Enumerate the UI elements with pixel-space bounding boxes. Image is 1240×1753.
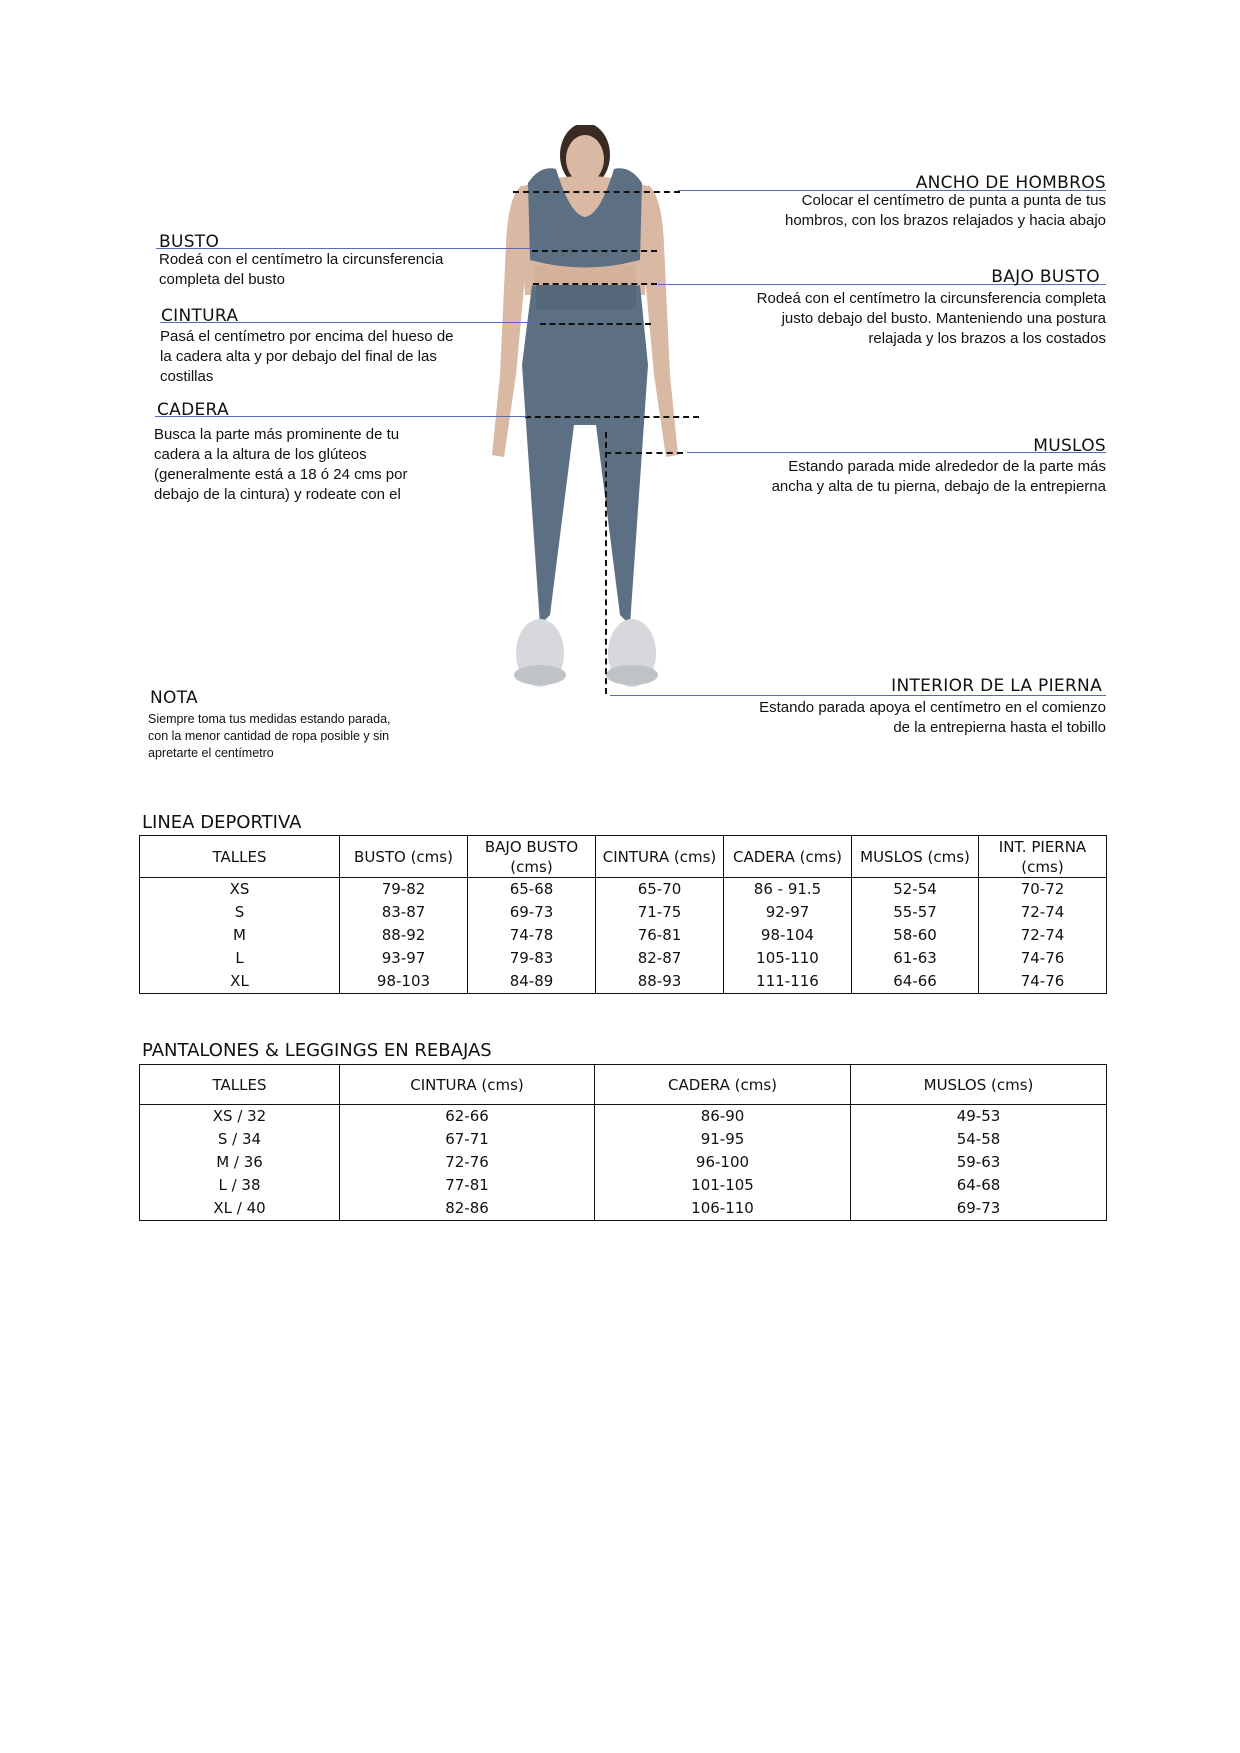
table-cell: 74-76	[979, 947, 1107, 970]
table1-title: LINEA DEPORTIVA	[142, 812, 302, 833]
table-cell: 79-83	[468, 947, 596, 970]
table1-header-cintura: CINTURA (cms)	[596, 836, 724, 878]
table-row	[140, 901, 1107, 924]
table-cell: 76-81	[596, 924, 724, 947]
table2-header-talles: TALLES	[140, 1065, 340, 1105]
table-cell: 74-78	[468, 924, 596, 947]
model-figure-illustration	[470, 125, 700, 775]
inseam-desc-line: de la entrepierna hasta el tobillo	[893, 719, 1106, 736]
waist-dashed-line	[540, 323, 651, 325]
table-cell: XS	[140, 878, 340, 902]
table-row	[140, 947, 1107, 970]
note-description	[148, 711, 391, 762]
table-cell: 105-110	[724, 947, 852, 970]
bust-desc-line: completa del busto	[159, 271, 285, 288]
table2-header-row	[140, 1065, 1107, 1105]
table-row	[140, 1105, 1107, 1129]
hip-desc-line: Busca la parte más prominente de tu	[154, 426, 400, 443]
hip-dashed-line	[525, 416, 699, 418]
table-cell: 61-63	[852, 947, 979, 970]
table-cell: S	[140, 901, 340, 924]
table-cell: L	[140, 947, 340, 970]
table-cell: 83-87	[340, 901, 468, 924]
shoulders-desc-line: Colocar el centímetro de punta a punta de tus	[801, 192, 1106, 209]
thighs-description	[772, 457, 1106, 497]
table-cell: 62-66	[340, 1105, 595, 1129]
table-cell: 67-71	[340, 1128, 595, 1151]
table-row	[140, 1197, 1107, 1221]
table1-header-busto: BUSTO (cms)	[340, 836, 468, 878]
leggings	[522, 285, 648, 625]
underbust-title: BAJO BUSTO	[991, 267, 1100, 287]
bust-description	[159, 250, 443, 290]
table-cell: 82-87	[596, 947, 724, 970]
thighs-title: MUSLOS	[1033, 436, 1106, 456]
hip-description	[154, 425, 407, 505]
table-cell: 69-73	[468, 901, 596, 924]
inseam-title: INTERIOR DE LA PIERNA	[891, 676, 1102, 696]
waist-description	[160, 327, 454, 387]
table-cell: 92-97	[724, 901, 852, 924]
table-cell: 74-76	[979, 970, 1107, 994]
shoulder-dashed-line	[513, 191, 680, 193]
table-cell: 86-90	[595, 1105, 851, 1129]
waist-desc-line: la cadera alta y por debajo del final de las	[160, 348, 437, 365]
table-cell: 111-116	[724, 970, 852, 994]
bust-dashed-line	[532, 250, 657, 252]
table-cell: 59-63	[851, 1151, 1107, 1174]
table-cell: 65-70	[596, 878, 724, 902]
table-cell: XS / 32	[140, 1105, 340, 1129]
bust-desc-line: Rodeá con el centímetro la circunsferencia	[159, 251, 444, 268]
underbust-dashed-line	[533, 283, 657, 285]
shoulders-description	[785, 191, 1106, 231]
table1-header-muslos: MUSLOS (cms)	[852, 836, 979, 878]
table-cell: 72-74	[979, 901, 1107, 924]
thighs-desc-line: ancha y alta de tu pierna, debajo de la entrepierna	[771, 478, 1106, 495]
waist-desc-line: costillas	[160, 368, 214, 385]
table-cell: 93-97	[340, 947, 468, 970]
table-row	[140, 878, 1107, 902]
note-desc-line: con la menor cantidad de ropa posible y sin	[148, 729, 390, 743]
note-desc-line: apretarte el centímetro	[148, 746, 274, 760]
table-row	[140, 924, 1107, 947]
table-cell: 79-82	[340, 878, 468, 902]
table-cell: 84-89	[468, 970, 596, 994]
table-row	[140, 1174, 1107, 1197]
table1-header-bajo-busto: BAJO BUSTO (cms)	[468, 836, 596, 878]
table-cell: XL / 40	[140, 1197, 340, 1221]
sports-line-size-table	[139, 835, 1107, 994]
table-row	[140, 1151, 1107, 1174]
table1-header-cadera: CADERA (cms)	[724, 836, 852, 878]
table2-header-cadera: CADERA (cms)	[595, 1065, 851, 1105]
inseam-description	[759, 698, 1106, 738]
table-cell: 82-86	[340, 1197, 595, 1221]
note-desc-line: Siempre toma tus medidas estando parada,	[148, 712, 391, 726]
waist-title: CINTURA	[161, 306, 239, 326]
table-cell: 65-68	[468, 878, 596, 902]
table-row	[140, 1128, 1107, 1151]
table2-header-muslos: MUSLOS (cms)	[851, 1065, 1107, 1105]
table-cell: 70-72	[979, 878, 1107, 902]
hip-desc-line: debajo de la cintura) y rodeate con el	[154, 486, 401, 503]
table-cell: 72-76	[340, 1151, 595, 1174]
table-cell: 77-81	[340, 1174, 595, 1197]
hip-title: CADERA	[157, 400, 229, 420]
table-cell: L / 38	[140, 1174, 340, 1197]
waist-desc-line: Pasá el centímetro por encima del hueso de	[160, 328, 454, 345]
table-cell: 91-95	[595, 1128, 851, 1151]
table-cell: 55-57	[852, 901, 979, 924]
table-cell: 96-100	[595, 1151, 851, 1174]
sale-pants-size-table	[139, 1064, 1107, 1221]
table-cell: XL	[140, 970, 340, 994]
table-cell: S / 34	[140, 1128, 340, 1151]
table-cell: M / 36	[140, 1151, 340, 1174]
shoulders-desc-line: hombros, con los brazos relajados y hacia abajo	[784, 212, 1106, 229]
thigh-dashed-line	[605, 452, 683, 454]
table-cell: 58-60	[852, 924, 979, 947]
table-cell: 69-73	[851, 1197, 1107, 1221]
table-cell: 72-74	[979, 924, 1107, 947]
table1-header-int-pierna: INT. PIERNA (cms)	[979, 836, 1107, 878]
underbust-desc-line: relajada y los brazos a los costados	[868, 330, 1106, 347]
table-row	[140, 970, 1107, 994]
table-cell: 98-103	[340, 970, 468, 994]
table2-title: PANTALONES & LEGGINGS EN REBAJAS	[142, 1040, 492, 1061]
table-cell: 52-54	[852, 878, 979, 902]
underbust-desc-line: Rodeá con el centímetro la circunsferencia completa	[756, 290, 1106, 307]
shoulders-title: ANCHO DE HOMBROS	[915, 173, 1106, 193]
note-title: NOTA	[150, 688, 198, 708]
table1-header-row	[140, 836, 1107, 878]
bust-title: BUSTO	[159, 232, 220, 252]
thighs-desc-line: Estando parada mide alrededor de la parte más	[788, 458, 1106, 475]
table-cell: 71-75	[596, 901, 724, 924]
table-cell: 106-110	[595, 1197, 851, 1221]
table-cell: 88-93	[596, 970, 724, 994]
underbust-description	[757, 289, 1106, 349]
table-cell: M	[140, 924, 340, 947]
table-cell: 49-53	[851, 1105, 1107, 1129]
table-cell: 64-66	[852, 970, 979, 994]
table-cell: 54-58	[851, 1128, 1107, 1151]
inseam-dashed-line	[605, 432, 607, 694]
table-cell: 86 - 91.5	[724, 878, 852, 902]
table-cell: 98-104	[724, 924, 852, 947]
table2-header-cintura: CINTURA (cms)	[340, 1065, 595, 1105]
hip-desc-line: (generalmente está a 18 ó 24 cms por	[154, 466, 408, 483]
table-cell: 88-92	[340, 924, 468, 947]
hip-desc-line: cadera a la altura de los glúteos	[154, 446, 367, 463]
underbust-desc-line: justo debajo del busto. Manteniendo una postura	[781, 310, 1106, 327]
table-cell: 101-105	[595, 1174, 851, 1197]
inseam-desc-line: Estando parada apoya el centímetro en el comienzo	[759, 699, 1106, 716]
table1-header-talles: TALLES	[140, 836, 340, 878]
table-cell: 64-68	[851, 1174, 1107, 1197]
